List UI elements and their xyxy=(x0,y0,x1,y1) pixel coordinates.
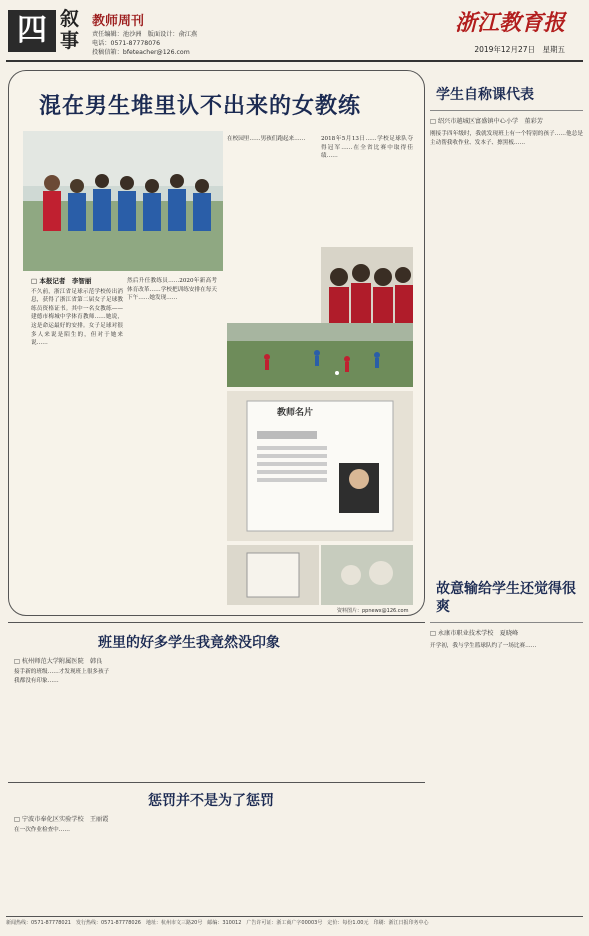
feature-column-2-text: 然后升任教练员……2020年新高考体育改革……学校把训练安排在每天下午……她发现…… xyxy=(127,278,217,302)
email-line: 投稿信箱：bfeteacher@126.com xyxy=(92,49,190,56)
feature-column-1-text: 不久前，浙江省足球示范学校传出消息，获得了浙江省第二届女子足球教练员资格证书。其中一名女教练——建德市梅城中学体育教师……她说，这是命运最好的安排。女子足球对很多人来说是陌生的，但对于她来说…… xyxy=(31,288,123,347)
sidebar-body-2: 开学初，我与学生篮球队约了一场比赛…… xyxy=(430,643,537,649)
photo-caption: 资料图片：ppnewx@126.com xyxy=(337,608,409,614)
feature-column-1 xyxy=(31,277,123,607)
feature-title: 混在男生堆里认不出来的女教练 xyxy=(39,93,362,119)
masthead xyxy=(6,4,583,62)
column-name: 教师周刊 xyxy=(92,14,145,29)
feature-column-4-text: 2018年5月13日……学校足球队夺得冠军……在全省比赛中取得佳绩…… xyxy=(321,136,413,160)
sidebar-title-2: 故意输给学生还觉得很爽 xyxy=(436,581,576,615)
players-photo xyxy=(321,247,413,325)
editor-line: 责任编辑：池沙洲 版面设计：俞江燕 xyxy=(92,31,198,38)
masthead-rule xyxy=(6,60,583,62)
sidebar-title-1: 学生自称课代表 xyxy=(436,87,534,103)
field-photo xyxy=(227,323,413,387)
sidebar-body-1: 刚接手四年级时，我就发现班上有一个特别的孩子……他总是主动帮我收作业、发本子、擦黑板…… xyxy=(430,131,583,146)
sidebar-author-2: □ 永康市职业技术学校 夏晓峰 xyxy=(430,630,519,637)
feature-article xyxy=(8,70,425,616)
certificate-photo xyxy=(227,391,413,541)
certificate-label: 教师名片 xyxy=(277,408,314,418)
footer: 新闻热线：0571-87778021 发行热线：0571-87778026 地址：杭州市文三路20号 邮编：310012 广告许可证：浙工商广字00003号 定价：每份1.00元 印刷：浙江日报印务中心 xyxy=(6,916,583,930)
team-photo xyxy=(23,131,223,271)
bottom-rule-top xyxy=(8,622,425,623)
section-number: 四 xyxy=(8,10,56,52)
bottom-articles xyxy=(8,622,425,900)
bottom-body-1: 接手新的班级……才发现班上很多孩子我都没有印象…… xyxy=(14,669,110,684)
bottom-author-1: □ 杭州师范大学附属医院 韩良 xyxy=(14,658,103,665)
feature-byline: □ 本报记者 李智丽 xyxy=(31,277,92,285)
scroll-photo xyxy=(227,545,319,605)
issue-date: 2019年12月27日 星期五 xyxy=(474,45,565,54)
bottom-title-2: 惩罚并不是为了惩罚 xyxy=(148,793,274,809)
bottom-author-2: □ 宁波市奉化区实验学校 王丽霞 xyxy=(14,816,109,823)
section-name: 叙事 xyxy=(60,8,80,52)
sidebar-rule-2 xyxy=(430,622,583,623)
feature-column-3-text: 在校园里……男孩们跑起来…… xyxy=(227,136,306,142)
feature-column-2 xyxy=(127,277,217,607)
feature-column-4 xyxy=(321,135,413,245)
bottom-rule-mid xyxy=(8,782,425,783)
sidebar-rule-1 xyxy=(430,110,583,111)
sidebar xyxy=(430,70,583,900)
sidebar-author-1: □ 绍兴市越城区富盛镇中心小学 董彩芳 xyxy=(430,118,543,125)
paper-logo: 浙江教育报 xyxy=(454,10,565,36)
phone-line: 电话：0571-87778076 xyxy=(92,40,161,47)
feature-column-3 xyxy=(227,135,315,315)
editor-info xyxy=(92,30,197,57)
flowers-photo xyxy=(321,545,413,605)
bottom-body-2: 在一次作业检查中…… xyxy=(14,827,70,833)
bottom-title-1: 班里的好多学生我竟然没印象 xyxy=(98,635,280,651)
